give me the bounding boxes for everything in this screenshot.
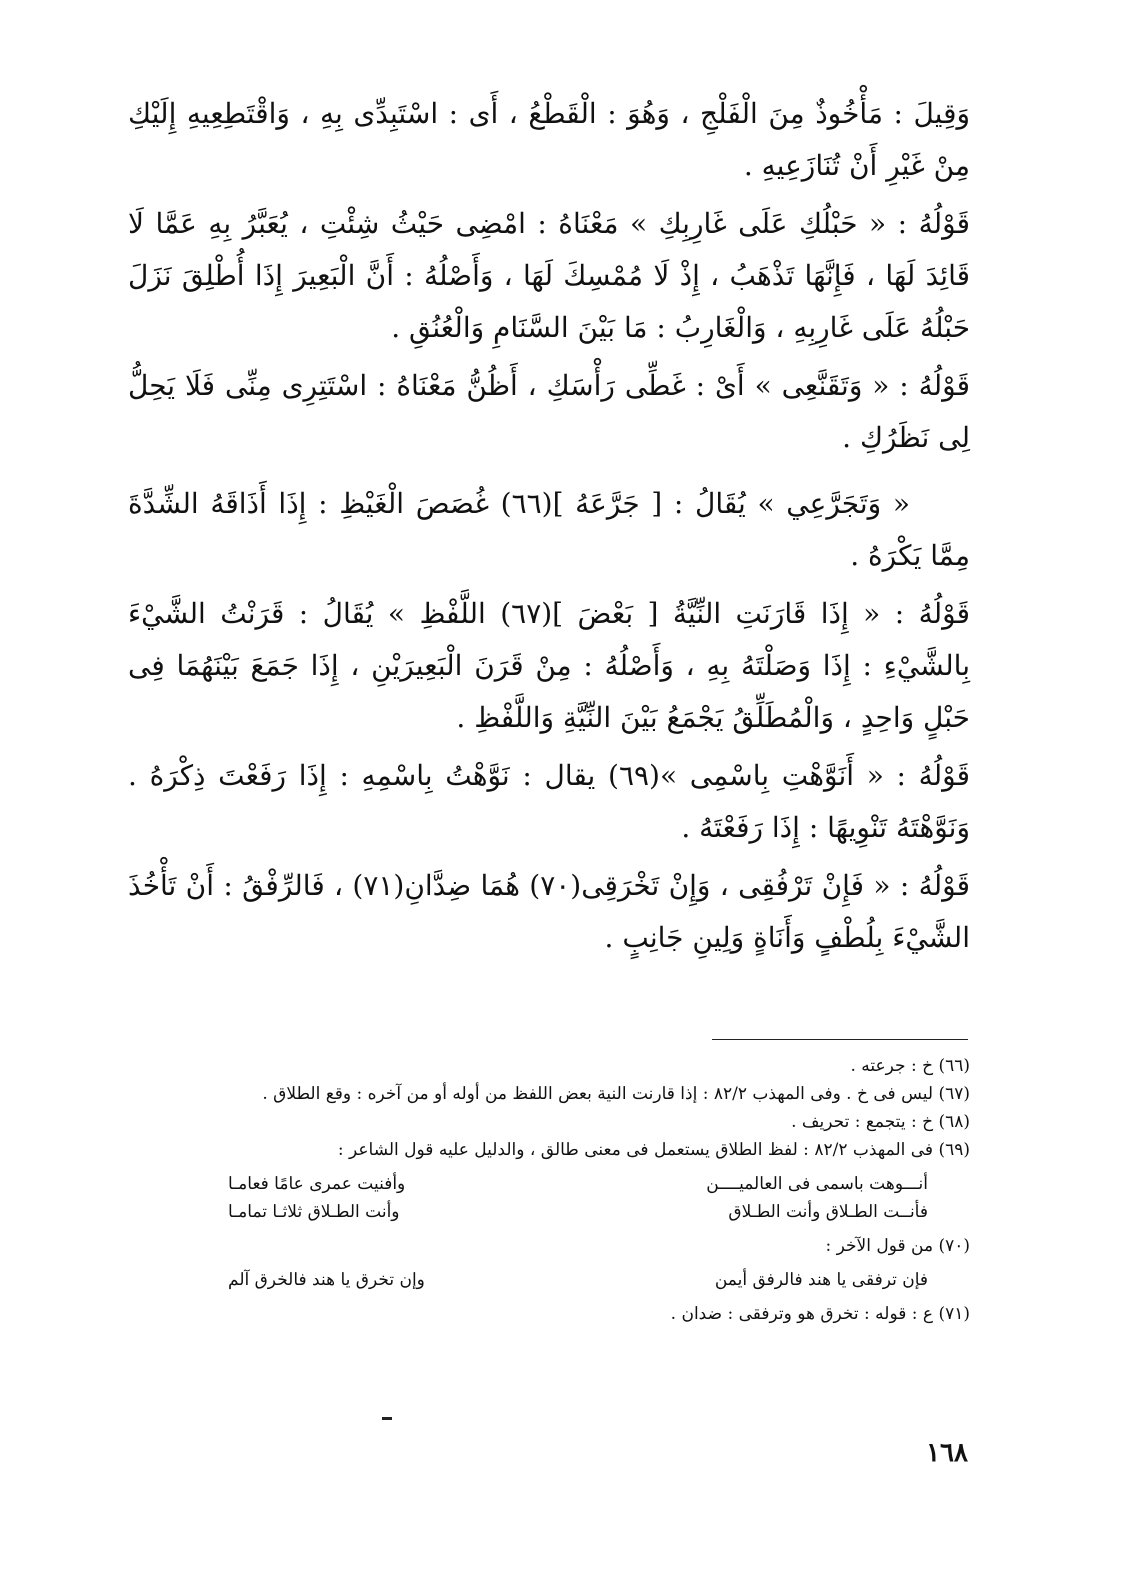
footnote-69: (٦٩) فى المهذب ٨٢/٢ : لفظ الطلاق يستعمل فى معنى طالق ، والدليل عليه قول الشاعر : (337, 1140, 970, 1160)
footnotes (128, 1052, 970, 1328)
verse-line (228, 1198, 928, 1226)
footnote-68: (٦٨) خ : يتجمع : تحريف . (791, 1112, 970, 1132)
verse-hemistich: وأنت الطـلاق ثلاثـا تمامـا (228, 1202, 400, 1222)
footnote-71: (٧١) ع : قوله : تخرق هو وترفقى : ضدان . (670, 1304, 970, 1324)
verse-line (228, 1170, 928, 1198)
verse-hemistich: فأنــت الطـلاق وأنت الطـلاق (728, 1202, 928, 1222)
paragraph-falaj: وَقِيلَ : مَأْخُوذٌ مِنَ الْفَلْجِ ، وَهُوَ : الْقَطْعُ ، أَى : اسْتَبِدِّى بِهِ ، وَاقْتَطِعِيهِ إِلَيْكِ مِنْ غَيْرِ أَنْ تُنَازَعِيهِ . (128, 97, 970, 182)
footnote-67: (٦٧) ليس فى خ . وفى المهذب ٨٢/٢ : إذا قارنت النية بعض اللفظ من أوله أو من آخره : وقع الطلاق . (262, 1084, 970, 1104)
verse-hemistich: فإن ترفقى يا هند فالرفق أيمن (714, 1270, 928, 1290)
footnote-separator (712, 1039, 968, 1040)
main-text (128, 88, 970, 970)
verse-block-69 (128, 1170, 970, 1226)
verse-hemistich: أنـــوهت باسمى فى العالميــــن (706, 1174, 928, 1194)
verse-line (228, 1266, 928, 1294)
paragraph-tajarra: « وَتَجَرَّعِي » يُقَالُ : [ جَرَّعَهُ ](٦٦) غُصَصَ الْغَيْظِ : إِذَا أَذَاقَهُ الشِّدَّةَ مِمَّا يَكْرَهُ . (128, 487, 970, 572)
paragraph-nawwahti: قَوْلُهُ : « أَنَوَّهْتِ بِاسْمِى »(٦٩) يقال : نَوَّهْتُ بِاسْمِهِ : إِذَا رَفَعْتَ ذِكْرَهُ . وَنَوَّهْتَهُ تَنْوِيهًا : إِذَا رَفَعْتَهُ . (128, 759, 970, 844)
verse-hemistich: وإن تخرق يا هند فالخرق آلم (228, 1270, 425, 1290)
footnote-70: (٧٠) من قول الآخر : (825, 1236, 970, 1256)
footnote-66: (٦٦) خ : جرعته . (850, 1056, 970, 1076)
paragraph-taqanna: قَوْلُهُ : « وَتَقَنَّعِى » أَىْ : غَطِّى رَأْسَكِ ، أَظُنُّ مَعْنَاهُ : اسْتَتِرِى مِنِّى فَلَا يَحِلُّ لِى نَظَرُكِ . (128, 369, 970, 454)
paragraph-tarfuqi: قَوْلُهُ : « فَإِنْ تَرْفُقِى ، وَإِنْ تَخْرَقِى(٧٠) هُمَا ضِدَّانِ(٧١) ، فَالرِّفْقُ : أَنْ تَأْخُذَ الشَّيْءَ بِلُطْفٍ وَأَنَاةٍ وَلِينِ جَانِبٍ . (128, 869, 971, 954)
verse-hemistich: وأفنيت عمرى عامًا فعامـا (228, 1174, 406, 1194)
print-mark (382, 1417, 392, 1420)
paragraph-qaranat: قَوْلُهُ : « إِذَا قَارَنَتِ النِّيَّةُ [ بَعْضَ ](٦٧) اللَّفْظِ » يُقَالُ : قَرَنْتُ الشَّيْءَ بِالشَّيْءِ : إِذَا وَصَلْتَهُ بِهِ ، وَأَصْلُهُ : مِنْ قَرَنَ الْبَعِيرَيْنِ ، إِذَا جَمَعَ بَيْنَهُمَا فِى حَبْلٍ وَاحِدٍ ، وَالْمُطَلِّقُ يَجْمَعُ بَيْنَ النِّيَّةِ وَاللَّفْظِ . (128, 597, 970, 734)
page-number: ١٦٨ (926, 1438, 968, 1468)
paragraph-hablik: قَوْلُهُ : « حَبْلُكِ عَلَى غَارِبِكِ » مَعْنَاهُ : امْضِى حَيْثُ شِئْتِ ، يُعَبَّرُ بِهِ عَمَّا لَا قَائِدَ لَهَا ، فَإِنَّهَا تَذْهَبُ ، إِذْ لَا مُمْسِكَ لَهَا ، وَأَصْلُهُ : أَنَّ الْبَعِيرَ إِذَا أُطْلِقَ نَزَلَ حَبْلُهُ عَلَى غَارِبِهِ ، وَالْغَارِبُ : مَا بَيْنَ السَّنَامِ وَالْعُنُقِ . (128, 207, 970, 344)
verse-block-70 (128, 1266, 970, 1294)
